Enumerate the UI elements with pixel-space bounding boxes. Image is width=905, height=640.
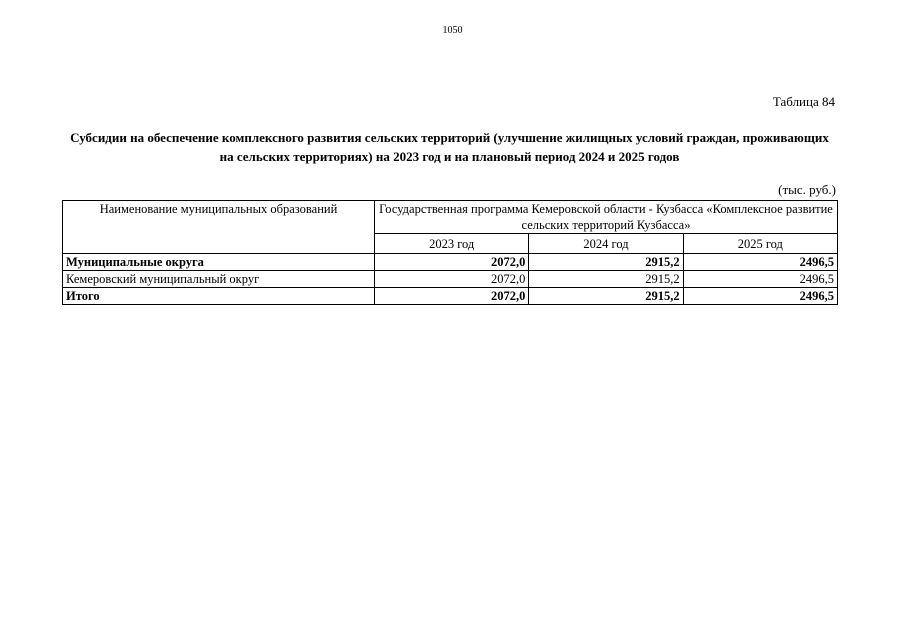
row-value-2023: 2072,0 [375, 288, 529, 305]
row-value-2025: 2496,5 [683, 288, 837, 305]
subsidy-table [62, 200, 838, 305]
row-name: Муниципальные округа [63, 254, 375, 271]
table-row [63, 254, 838, 271]
row-value-2025: 2496,5 [683, 254, 837, 271]
row-value-2024: 2915,2 [529, 254, 683, 271]
table-row [63, 271, 838, 288]
page-number: 1050 [442, 25, 463, 36]
header-name: Наименование муниципальных образований [63, 201, 375, 254]
header-program: Государственная программа Кемеровской области - Кузбасса «Комплексное развитие сельских территорий Кузбасса» [375, 201, 838, 234]
table-row-total [63, 288, 838, 305]
row-name: Кемеровский муниципальный округ [63, 271, 375, 288]
header-year-2023: 2023 год [375, 234, 529, 254]
table-label: Таблица 84 [772, 94, 835, 109]
row-value-2024: 2915,2 [529, 288, 683, 305]
row-name: Итого [63, 288, 375, 305]
header-year-2024: 2024 год [529, 234, 683, 254]
row-value-2023: 2072,0 [375, 271, 529, 288]
document-title: Субсидии на обеспечение комплексного развития сельских территорий (улучшение жилищных условий граждан, проживающих на сельских территориях) на 2023 год и на плановый период 2024 и 2025 годов [70, 130, 829, 164]
row-value-2025: 2496,5 [683, 271, 837, 288]
units-label: (тыс. руб.) [778, 182, 836, 197]
row-value-2023: 2072,0 [375, 254, 529, 271]
row-value-2024: 2915,2 [529, 271, 683, 288]
header-row [63, 201, 838, 234]
header-year-2025: 2025 год [683, 234, 837, 254]
